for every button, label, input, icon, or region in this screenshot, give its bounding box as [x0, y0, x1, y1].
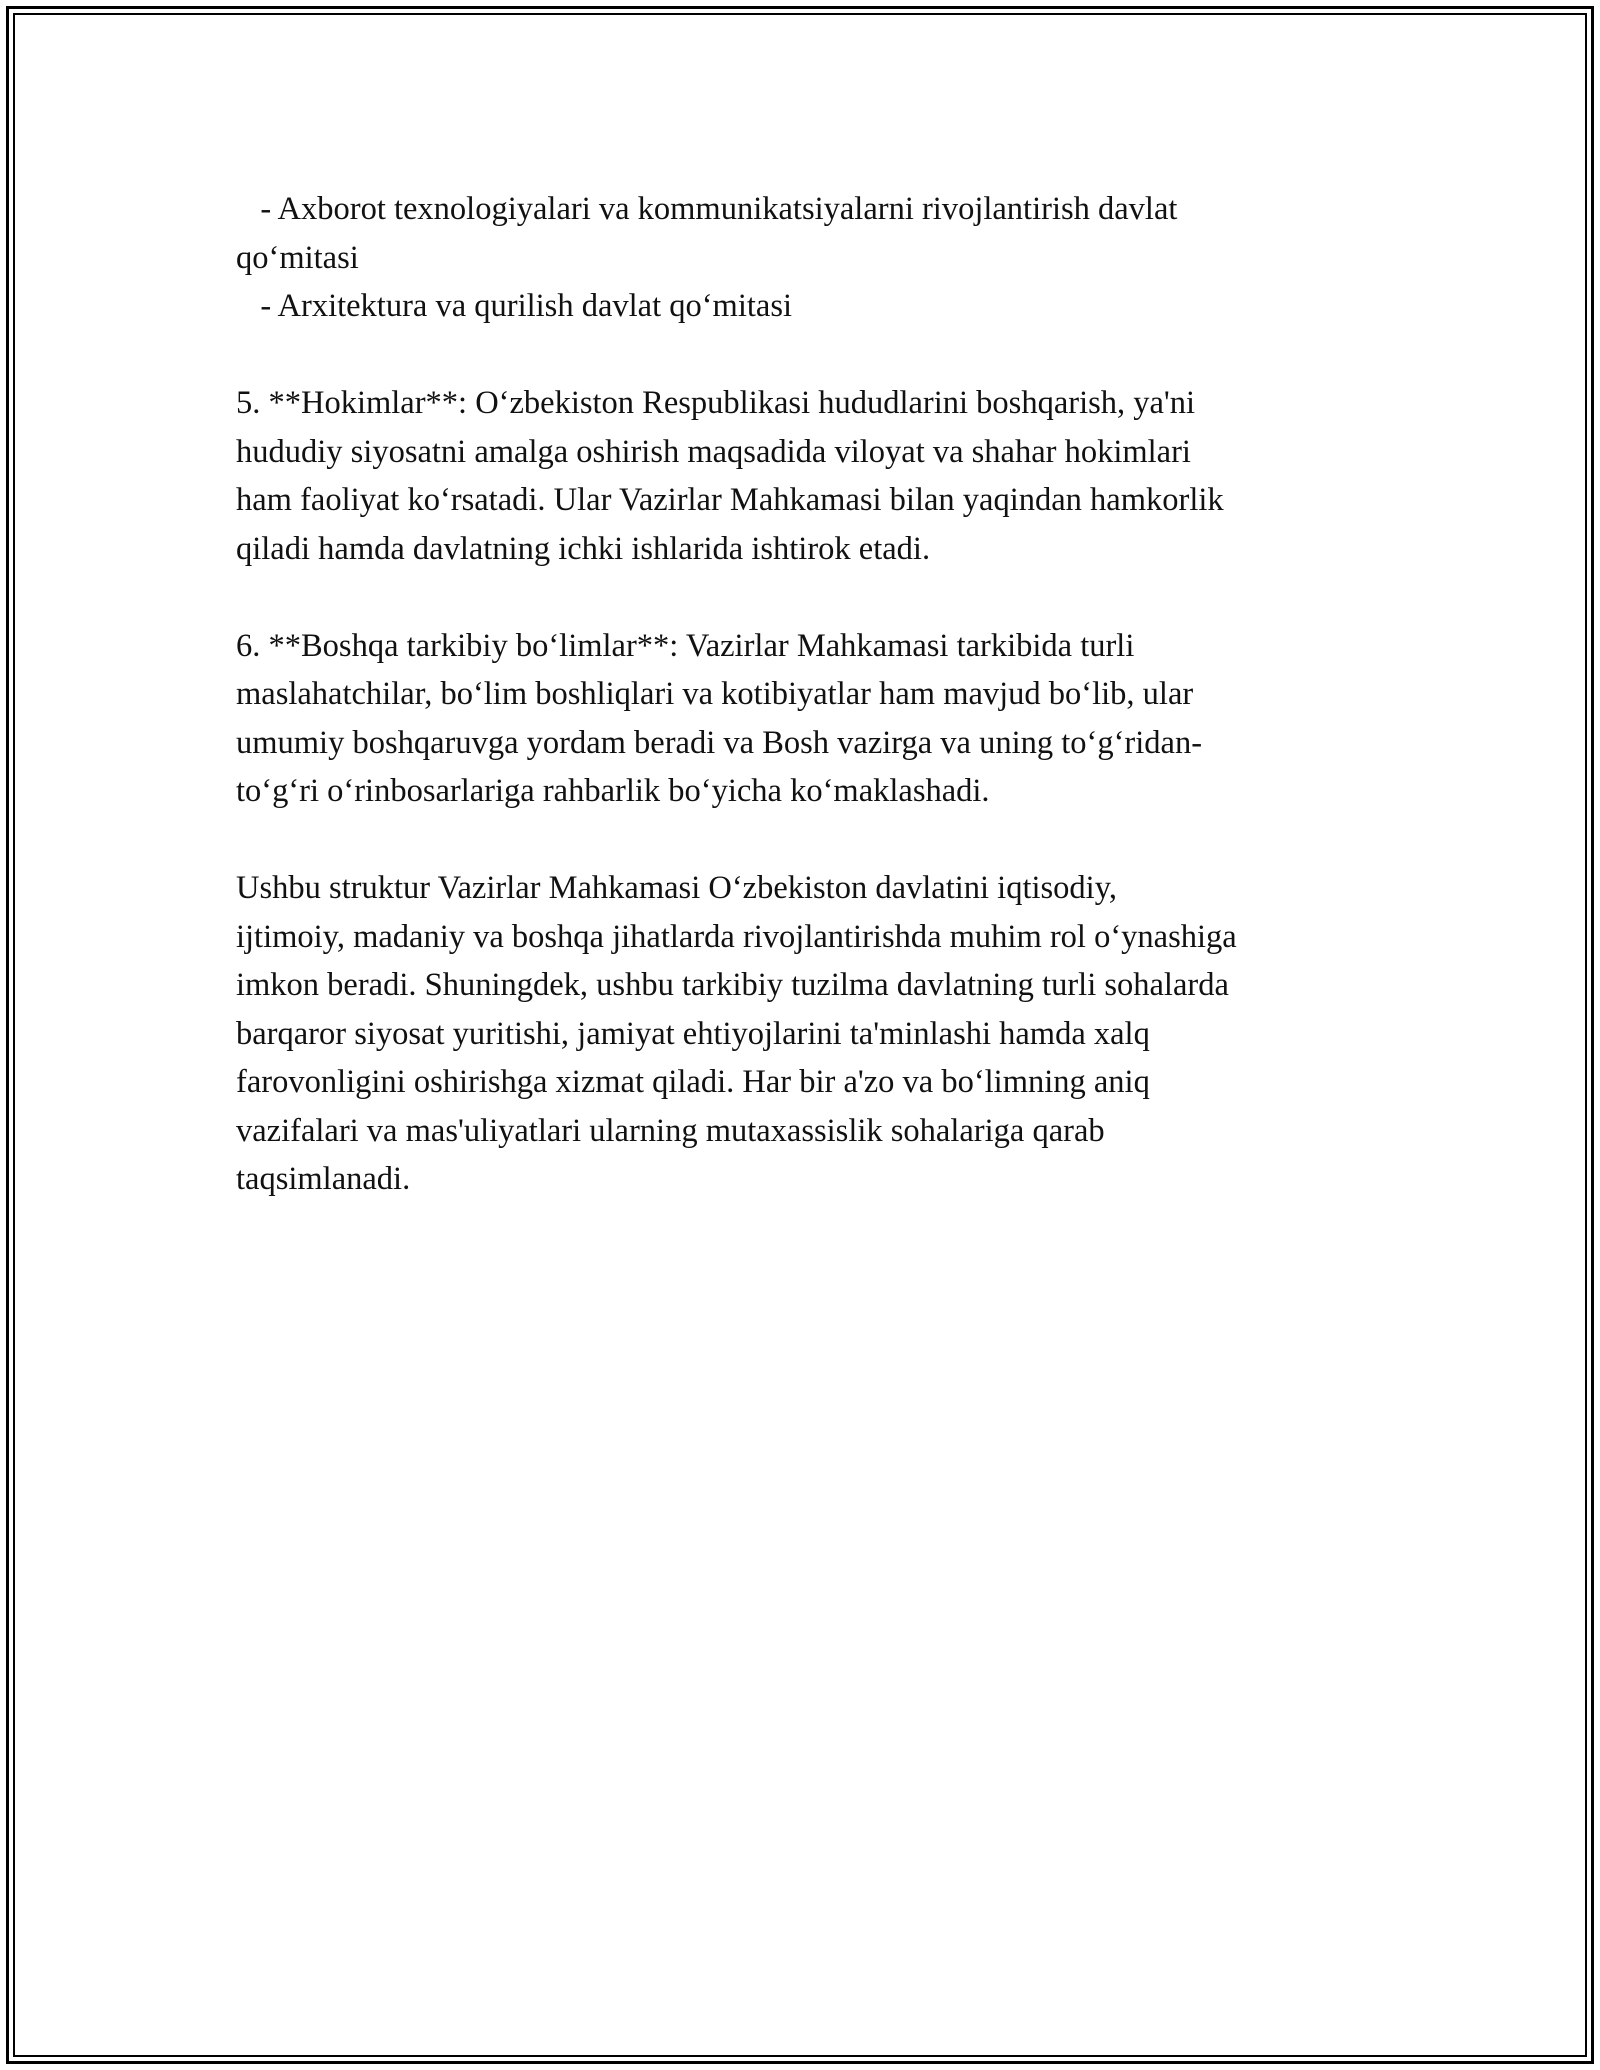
text-line: taqsimlanadi.	[236, 1161, 411, 1197]
bullet-list	[236, 185, 1386, 331]
paragraph-gap	[236, 331, 1386, 380]
text-line: - Axborot texnologiyalari va kommunikatsiyalarni rivojlantirish davlat	[236, 191, 1178, 227]
text-line: 5. **Hokimlar**: O‘zbekiston Respublikasi hududlarini boshqarish, ya'ni	[236, 385, 1196, 421]
text-line: qiladi hamda davlatning ichki ishlarida ishtirok etadi.	[236, 530, 931, 567]
document-body	[236, 185, 1386, 1204]
text-line: vazifalari va mas'uliyatlari ularning mutaxassislik sohalariga qarab	[236, 1112, 1105, 1149]
text-line: umumiy boshqaruvga yordam beradi va Bosh vazirga va uning to‘g‘ridan-	[236, 724, 1203, 761]
paragraph-boshqa-bolimlar	[236, 622, 1386, 816]
text-line: farovonligini oshirishga xizmat qiladi. Har bir a'zo va bo‘limning aniq	[236, 1064, 1150, 1100]
paragraph-gap	[236, 816, 1386, 865]
text-line: - Arxitektura va qurilish davlat qo‘mitasi	[236, 288, 792, 324]
text-line: ham faoliyat ko‘rsatadi. Ular Vazirlar Mahkamasi bilan yaqindan hamkorlik	[236, 482, 1224, 518]
text-line: to‘g‘ri o‘rinbosarlariga rahbarlik bo‘yicha ko‘maklashadi.	[236, 773, 990, 809]
text-line: barqaror siyosat yuritishi, jamiyat ehtiyojlarini ta'minlashi hamda xalq	[236, 1015, 1150, 1052]
text-line: 6. **Boshqa tarkibiy bo‘limlar**: Vazirlar Mahkamasi tarkibida turli	[236, 627, 1135, 664]
text-line: Ushbu struktur Vazirlar Mahkamasi O‘zbekiston davlatini iqtisodiy,	[236, 870, 1117, 906]
bullet-item	[236, 282, 1386, 331]
bullet-item	[236, 185, 1386, 282]
text-line: qo‘mitasi	[236, 239, 359, 276]
text-line: hududiy siyosatni amalga oshirish maqsadida viloyat va shahar hokimlari	[236, 433, 1191, 470]
paragraph-conclusion	[236, 864, 1386, 1204]
text-line: maslahatchilar, bo‘lim boshliqlari va kotibiyatlar ham mavjud bo‘lib, ular	[236, 676, 1194, 712]
text-line: ijtimoiy, madaniy va boshqa jihatlarda rivojlantirishda muhim rol o‘ynashiga	[236, 918, 1237, 955]
paragraph-hokimlar	[236, 379, 1386, 573]
text-line: imkon beradi. Shuningdek, ushbu tarkibiy tuzilma davlatning turli sohalarda	[236, 967, 1229, 1003]
paragraph-gap	[236, 573, 1386, 622]
